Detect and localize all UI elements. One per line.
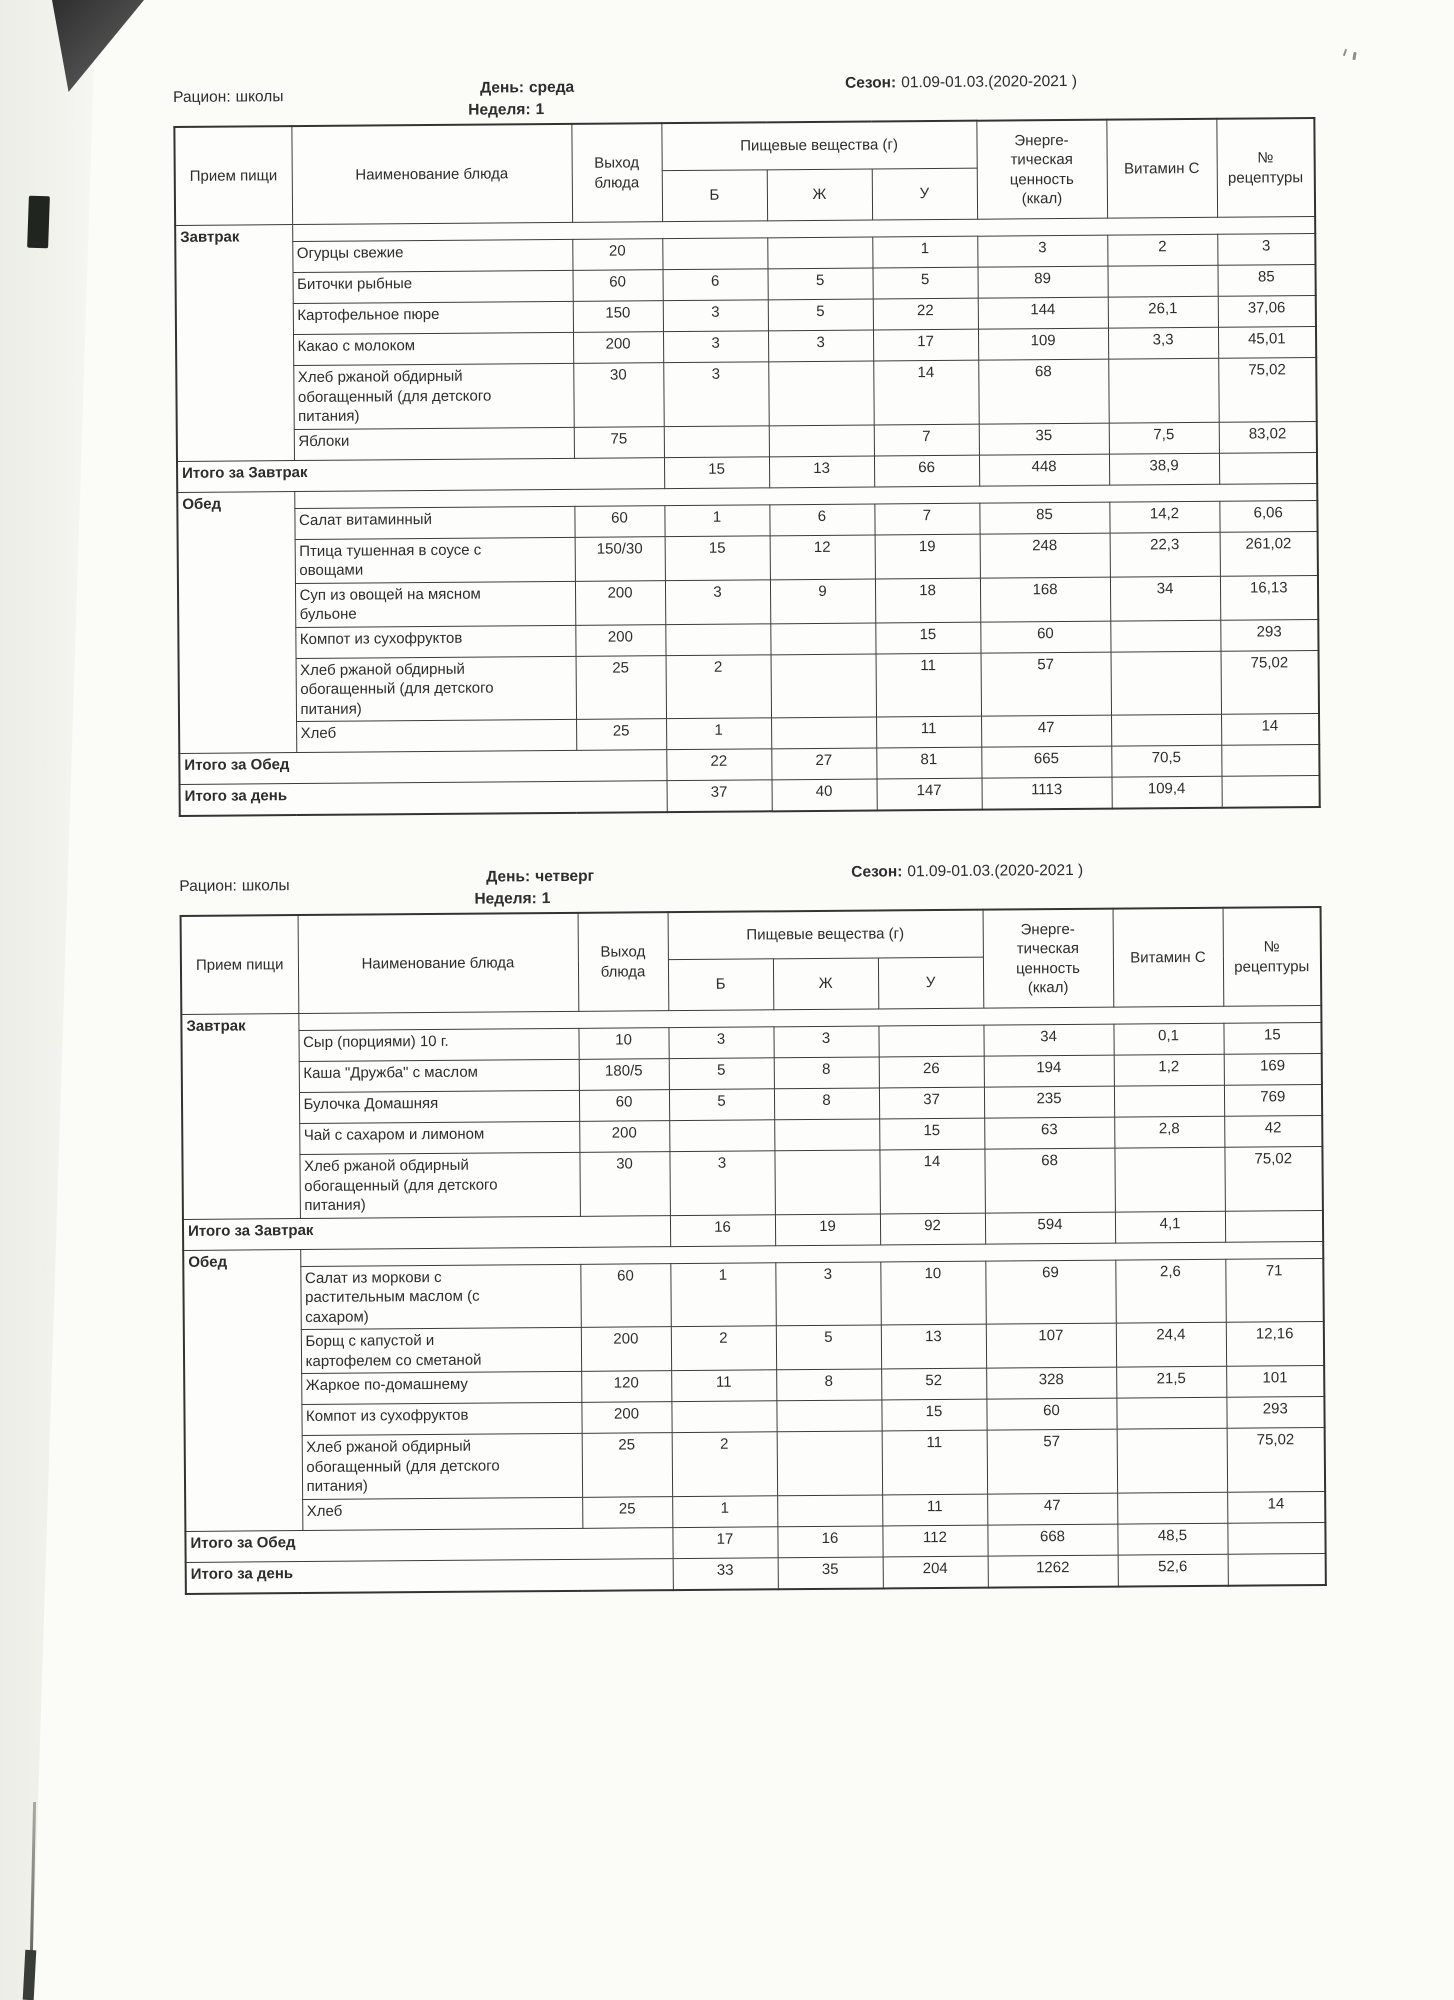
dish-output-cell: 60: [573, 270, 663, 302]
energy-cell: 328: [986, 1367, 1116, 1399]
dish-output-cell: 180/5: [579, 1059, 669, 1091]
protein-cell: [669, 1120, 774, 1152]
carb-cell: 14: [873, 360, 979, 424]
col-header-carb: У: [872, 168, 977, 220]
energy-cell: 68: [984, 1148, 1114, 1213]
vitamin-c-cell: 34: [1110, 576, 1220, 621]
carb-cell: 11: [876, 716, 981, 748]
meal-total-rec: [1227, 1522, 1325, 1554]
energy-cell: 63: [984, 1117, 1114, 1149]
meal-total-label: Итого за Завтрак: [183, 1215, 670, 1250]
menu-table: [180, 906, 1327, 1594]
day-total-kcal: 1113: [982, 777, 1112, 810]
fat-cell: 6: [769, 504, 874, 536]
recipe-cell: 45,01: [1218, 327, 1316, 359]
season-group: [851, 862, 1083, 882]
recipe-cell: 15: [1223, 1023, 1321, 1055]
meal-total-label: Итого за Обед: [179, 750, 666, 785]
energy-cell: 168: [980, 577, 1110, 622]
dish-output-cell: 75: [574, 426, 664, 458]
meal-total-rec: [1225, 1210, 1323, 1242]
day-total-label: Итого за день: [180, 781, 667, 816]
protein-cell: 1: [672, 1495, 777, 1527]
vitamin-c-cell: [1111, 714, 1221, 746]
meal-total-rec: [1219, 452, 1317, 484]
dish-output-cell: 200: [575, 580, 665, 625]
col-header-energy: Энерге- тическая ценность (ккал): [976, 120, 1107, 220]
fat-cell: [777, 1494, 882, 1526]
vitamin-c-cell: 26,1: [1108, 296, 1218, 328]
day-label: День:: [480, 79, 525, 97]
dish-name-cell: Какао с молоком: [293, 332, 573, 365]
recipe-cell: 16,13: [1220, 575, 1318, 620]
table-info-header: [173, 71, 1315, 126]
dish-output-cell: 150: [573, 301, 663, 333]
carb-cell: 17: [873, 329, 978, 361]
vitamin-c-cell: [1116, 1397, 1226, 1429]
dish-output-cell: 200: [581, 1402, 671, 1434]
day-total-u: 204: [883, 1556, 988, 1588]
day-total-zh: 40: [772, 779, 877, 811]
dish-name-cell: Птица тушенная в соусе с овощами: [295, 537, 575, 583]
energy-cell: 3: [977, 235, 1107, 267]
energy-cell: 34: [983, 1024, 1113, 1056]
meal-section-label: Завтрак: [181, 1014, 300, 1219]
col-header-vitamin-c: Витамин С: [1113, 908, 1224, 1007]
document-content: [173, 71, 1327, 1594]
recipe-cell: 12,16: [1226, 1322, 1324, 1367]
day-group: [480, 79, 574, 98]
table-info-header: [179, 860, 1321, 915]
carb-cell: 11: [882, 1430, 988, 1494]
day-label: День:: [486, 868, 531, 886]
fat-cell: [774, 1119, 879, 1151]
meal-total-u: 92: [880, 1213, 985, 1245]
dish-name-cell: Салат из моркови с растительным маслом (с сахаром): [300, 1264, 580, 1330]
dish-row: [183, 1258, 1323, 1330]
meal-total-vitc: 38,9: [1109, 453, 1219, 485]
fat-cell: [774, 1150, 879, 1214]
season-group: [845, 73, 1077, 93]
protein-cell: 3: [668, 1027, 773, 1059]
recipe-cell: 71: [1225, 1258, 1323, 1322]
recipe-cell: 75,02: [1218, 358, 1316, 422]
col-header-energy: Энерге- тическая ценность (ккал): [983, 909, 1114, 1009]
carb-cell: 7: [874, 424, 979, 456]
fat-cell: 5: [768, 299, 873, 331]
protein-cell: [671, 1401, 776, 1433]
dish-name-cell: Хлеб: [302, 1497, 582, 1530]
day-total-vitc: 109,4: [1112, 776, 1222, 808]
meal-total-zh: 16: [777, 1525, 882, 1557]
dish-output-cell: 25: [576, 655, 666, 719]
protein-cell: 5: [669, 1058, 774, 1090]
col-header-recipe: № рецептуры: [1216, 118, 1315, 217]
recipe-cell: 3: [1217, 234, 1315, 266]
col-header-output: Выход блюда: [571, 123, 662, 222]
dish-name-cell: Компот из сухофруктов: [301, 1402, 581, 1435]
vitamin-c-cell: 7,5: [1109, 422, 1219, 454]
recipe-cell: 293: [1220, 619, 1318, 651]
dish-name-cell: Хлеб ржаной обдирный обогащенный (для детского питания): [296, 656, 576, 722]
vitamin-c-cell: [1111, 651, 1221, 715]
fat-cell: [776, 1400, 881, 1432]
meal-total-zh: 19: [775, 1213, 880, 1245]
meal-total-vitc: 4,1: [1115, 1211, 1225, 1243]
meal-total-u: 66: [874, 455, 979, 487]
carb-cell: 10: [880, 1261, 986, 1325]
week-group: [468, 101, 544, 120]
carb-cell: 13: [881, 1324, 986, 1369]
meal-total-b: 17: [672, 1526, 777, 1558]
dish-name-cell: Борщ с капустой и картофелем со сметаной: [301, 1327, 581, 1373]
ration-label: Рацион:: [173, 88, 231, 106]
recipe-cell: 169: [1224, 1054, 1322, 1086]
meal-total-b: 22: [666, 749, 771, 781]
dish-output-cell: 10: [578, 1028, 668, 1060]
col-header-carb: У: [878, 957, 983, 1009]
season-label: Сезон:: [851, 863, 903, 881]
protein-cell: 3: [663, 300, 768, 332]
carb-cell: 19: [875, 534, 980, 579]
dish-name-cell: Картофельное пюре: [293, 301, 573, 334]
vitamin-c-cell: [1108, 265, 1218, 297]
vitamin-c-cell: [1114, 1147, 1224, 1211]
season-value: 01.09-01.03.(2020-2021 ): [901, 72, 1078, 92]
dish-output-cell: 60: [580, 1263, 670, 1327]
carb-cell: 52: [881, 1368, 986, 1400]
dish-name-cell: Огурцы свежие: [292, 239, 572, 272]
col-header-meal: Прием пищи: [181, 915, 299, 1014]
recipe-cell: 261,02: [1220, 531, 1318, 576]
meal-total-zh: 13: [769, 456, 874, 488]
dish-name-cell: Хлеб ржаной обдирный обогащенный (для детского питания): [302, 1433, 582, 1499]
col-header-fat: Ж: [773, 958, 878, 1010]
col-header-protein: Б: [662, 170, 767, 222]
dish-name-cell: Компот из сухофруктов: [295, 625, 575, 658]
dish-name-cell: Чай с сахаром и лимоном: [299, 1121, 579, 1154]
dish-output-cell: 200: [573, 332, 663, 364]
col-header-nutrients: Пищевые вещества (г): [661, 121, 976, 171]
protein-cell: 11: [671, 1370, 776, 1402]
energy-cell: 60: [986, 1398, 1116, 1430]
carb-cell: 15: [875, 622, 980, 654]
recipe-cell: 14: [1227, 1491, 1325, 1523]
protein-cell: 3: [665, 579, 770, 624]
dish-name-cell: Яблоки: [294, 427, 574, 460]
day-value: четверг: [535, 867, 595, 886]
dish-output-cell: 25: [576, 719, 666, 751]
recipe-cell: 101: [1226, 1365, 1324, 1397]
week-group: [474, 890, 550, 909]
recipe-cell: 85: [1218, 265, 1316, 297]
protein-cell: 6: [663, 269, 768, 301]
meal-total-kcal: 668: [987, 1524, 1117, 1556]
fat-cell: 8: [774, 1088, 879, 1120]
energy-cell: 89: [978, 266, 1108, 298]
fat-cell: 9: [770, 579, 875, 624]
fat-cell: 8: [774, 1057, 879, 1089]
season-value: 01.09-01.03.(2020-2021 ): [907, 861, 1084, 881]
fat-cell: 12: [770, 535, 875, 580]
recipe-cell: 75,02: [1221, 650, 1319, 714]
day-total-zh: 35: [778, 1556, 883, 1588]
week-value: 1: [535, 101, 545, 119]
ration-value: школы: [241, 877, 290, 895]
dish-output-cell: 60: [579, 1090, 669, 1122]
menu-table: [173, 117, 1320, 817]
scan-paper-edge: [0, 0, 96, 2000]
dish-row: [176, 358, 1316, 430]
fat-cell: [768, 361, 873, 425]
scan-noise-mark: [1342, 48, 1362, 64]
vitamin-c-cell: 1,2: [1114, 1054, 1224, 1086]
fat-cell: 3: [775, 1261, 880, 1325]
col-header-fat: Ж: [767, 169, 872, 221]
vitamin-c-cell: [1117, 1428, 1227, 1492]
ration-label: Рацион:: [179, 877, 237, 895]
dish-output-cell: 200: [581, 1327, 671, 1372]
menu-table-block-2: [179, 860, 1327, 1594]
meal-total-rec: [1221, 745, 1319, 777]
recipe-cell: 75,02: [1227, 1427, 1325, 1491]
vitamin-c-cell: 22,3: [1110, 532, 1220, 577]
meal-total-vitc: 48,5: [1117, 1523, 1227, 1555]
meal-total-label: Итого за Обед: [185, 1527, 672, 1562]
fat-cell: [769, 425, 874, 457]
carb-cell: 11: [876, 653, 982, 717]
vitamin-c-cell: 14,2: [1109, 501, 1219, 533]
energy-cell: 68: [978, 359, 1108, 424]
protein-cell: 15: [665, 535, 770, 580]
week-label: Неделя:: [474, 890, 537, 908]
dish-row: [185, 1427, 1325, 1499]
vitamin-c-cell: [1110, 620, 1220, 652]
col-header-output: Выход блюда: [578, 912, 669, 1011]
dish-name-cell: Сыр (порциями) 10 г.: [298, 1028, 578, 1061]
energy-cell: 235: [984, 1086, 1114, 1118]
scan-edge-mark: [27, 196, 50, 249]
carb-cell: 26: [879, 1056, 984, 1088]
ration-value: школы: [235, 88, 284, 106]
vitamin-c-cell: 3,3: [1108, 327, 1218, 359]
dish-row: [179, 650, 1319, 722]
protein-cell: [665, 623, 770, 655]
recipe-cell: 83,02: [1219, 421, 1317, 453]
recipe-cell: 6,06: [1219, 500, 1317, 532]
carb-cell: [878, 1025, 983, 1057]
carb-cell: 14: [879, 1149, 985, 1213]
fat-cell: 8: [776, 1369, 881, 1401]
col-header-dish: Наименование блюда: [291, 124, 572, 225]
meal-total-kcal: 665: [981, 746, 1111, 778]
dish-name-cell: Хлеб ржаной обдирный обогащенный (для детского питания): [299, 1152, 579, 1218]
vitamin-c-cell: [1117, 1492, 1227, 1524]
carb-cell: 15: [881, 1399, 986, 1431]
meal-total-b: 16: [670, 1214, 775, 1246]
carb-cell: 11: [882, 1494, 987, 1526]
day-total-rec: [1228, 1553, 1326, 1585]
vitamin-c-cell: 2,8: [1114, 1116, 1224, 1148]
meal-total-zh: 27: [771, 748, 876, 780]
dish-name-cell: Салат витаминный: [294, 506, 574, 539]
day-total-b: 33: [673, 1557, 778, 1589]
dish-name-cell: Хлеб ржаной обдирный обогащенный (для детского питания): [293, 363, 573, 429]
day-group: [486, 868, 594, 887]
energy-cell: 144: [978, 297, 1108, 329]
meal-total-u: 112: [882, 1525, 987, 1557]
fat-cell: [777, 1431, 882, 1495]
protein-cell: 5: [669, 1089, 774, 1121]
vitamin-c-cell: 21,5: [1116, 1366, 1226, 1398]
energy-cell: 85: [979, 502, 1109, 534]
carb-cell: 1: [872, 236, 977, 268]
dish-output-cell: 30: [573, 363, 663, 427]
protein-cell: 3: [669, 1151, 774, 1215]
vitamin-c-cell: 2,6: [1115, 1259, 1225, 1323]
menu-table-block-1: [173, 71, 1321, 817]
meal-total-u: 81: [876, 747, 981, 779]
meal-total-vitc: 70,5: [1111, 745, 1221, 777]
carb-cell: 15: [879, 1118, 984, 1150]
protein-cell: 2: [666, 654, 771, 718]
dish-row: [182, 1147, 1322, 1219]
fat-cell: 3: [773, 1026, 878, 1058]
col-header-meal: Прием пищи: [174, 126, 292, 225]
dish-name-cell: Хлеб: [296, 719, 576, 752]
vitamin-c-cell: 0,1: [1113, 1023, 1223, 1055]
energy-cell: 69: [985, 1260, 1115, 1325]
dish-output-cell: 30: [579, 1152, 669, 1216]
dish-output-cell: 200: [575, 624, 665, 656]
energy-cell: 60: [980, 621, 1110, 653]
recipe-cell: 14: [1221, 714, 1319, 746]
recipe-cell: 75,02: [1224, 1147, 1322, 1211]
protein-cell: 3: [663, 331, 768, 363]
vitamin-c-cell: [1114, 1085, 1224, 1117]
carb-cell: 37: [879, 1087, 984, 1119]
scan-bottom-mark: [23, 1950, 37, 2000]
protein-cell: 2: [672, 1432, 777, 1496]
fat-cell: [770, 623, 875, 655]
dish-name-cell: Суп из овощей на мясном бульоне: [295, 581, 575, 627]
protein-cell: 1: [670, 1262, 775, 1326]
ration-group: [173, 88, 283, 107]
meal-total-kcal: 448: [979, 454, 1109, 486]
energy-cell: 57: [987, 1429, 1117, 1494]
dish-output-cell: 20: [572, 239, 662, 271]
col-header-nutrients: Пищевые вещества (г): [668, 910, 983, 960]
dish-name-cell: Жаркое по-домашнему: [301, 1371, 581, 1404]
fat-cell: 5: [768, 268, 873, 300]
protein-cell: 1: [666, 718, 771, 750]
carb-cell: 22: [873, 298, 978, 330]
dish-name-cell: Булочка Домашняя: [299, 1090, 579, 1123]
recipe-cell: 769: [1224, 1085, 1322, 1117]
protein-cell: 1: [664, 504, 769, 536]
day-total-kcal: 1262: [988, 1555, 1118, 1588]
carb-cell: 18: [875, 578, 980, 623]
energy-cell: 57: [981, 652, 1111, 717]
protein-cell: [664, 425, 769, 457]
week-value: 1: [541, 890, 551, 908]
carb-cell: 7: [874, 503, 979, 535]
meal-section-label: Завтрак: [175, 225, 294, 461]
dish-output-cell: 25: [582, 1496, 672, 1528]
meal-section-label: Обед: [183, 1249, 302, 1531]
meal-total-kcal: 594: [985, 1212, 1115, 1244]
fat-cell: [767, 237, 872, 269]
dish-name-cell: Биточки рыбные: [293, 270, 573, 303]
col-header-vitamin-c: Витамин С: [1106, 119, 1217, 218]
vitamin-c-cell: 2: [1107, 234, 1217, 266]
protein-cell: 3: [663, 362, 768, 426]
fat-cell: 5: [776, 1325, 881, 1370]
energy-cell: 248: [980, 533, 1110, 578]
recipe-cell: 42: [1224, 1116, 1322, 1148]
protein-cell: [662, 238, 767, 270]
day-total-u: 147: [877, 778, 982, 810]
season-label: Сезон:: [844, 74, 897, 92]
protein-cell: 2: [671, 1326, 776, 1371]
day-total-b: 37: [667, 780, 772, 812]
energy-cell: 47: [981, 715, 1111, 747]
fat-cell: [771, 654, 876, 718]
energy-cell: 35: [979, 423, 1109, 455]
energy-cell: 194: [984, 1055, 1114, 1087]
fat-cell: [771, 717, 876, 749]
day-total-label: Итого за день: [186, 1558, 673, 1593]
vitamin-c-cell: 24,4: [1116, 1322, 1226, 1367]
vitamin-c-cell: [1108, 358, 1218, 422]
dish-output-cell: 60: [574, 505, 664, 537]
meal-section-label: Обед: [177, 491, 296, 753]
col-header-dish: Наименование блюда: [298, 913, 579, 1014]
carb-cell: 5: [872, 267, 977, 299]
recipe-cell: 37,06: [1218, 296, 1316, 328]
energy-cell: 107: [986, 1323, 1116, 1368]
dish-output-cell: 120: [581, 1371, 671, 1403]
day-total-rec: [1222, 776, 1320, 808]
dish-output-cell: 150/30: [575, 536, 665, 581]
energy-cell: 47: [987, 1493, 1117, 1525]
col-header-protein: Б: [668, 959, 773, 1011]
dish-name-cell: Каша "Дружба" с маслом: [299, 1059, 579, 1092]
meal-total-label: Итого за Завтрак: [177, 457, 664, 492]
dish-output-cell: 200: [579, 1121, 669, 1153]
ration-group: [179, 877, 289, 896]
col-header-recipe: № рецептуры: [1223, 907, 1322, 1006]
week-label: Неделя:: [468, 101, 531, 119]
energy-cell: 109: [978, 328, 1108, 360]
dish-output-cell: 25: [582, 1433, 672, 1497]
day-total-vitc: 52,6: [1118, 1554, 1228, 1586]
fat-cell: 3: [768, 330, 873, 362]
meal-total-b: 15: [664, 456, 769, 488]
day-value: среда: [528, 78, 575, 97]
recipe-cell: 293: [1226, 1396, 1324, 1428]
